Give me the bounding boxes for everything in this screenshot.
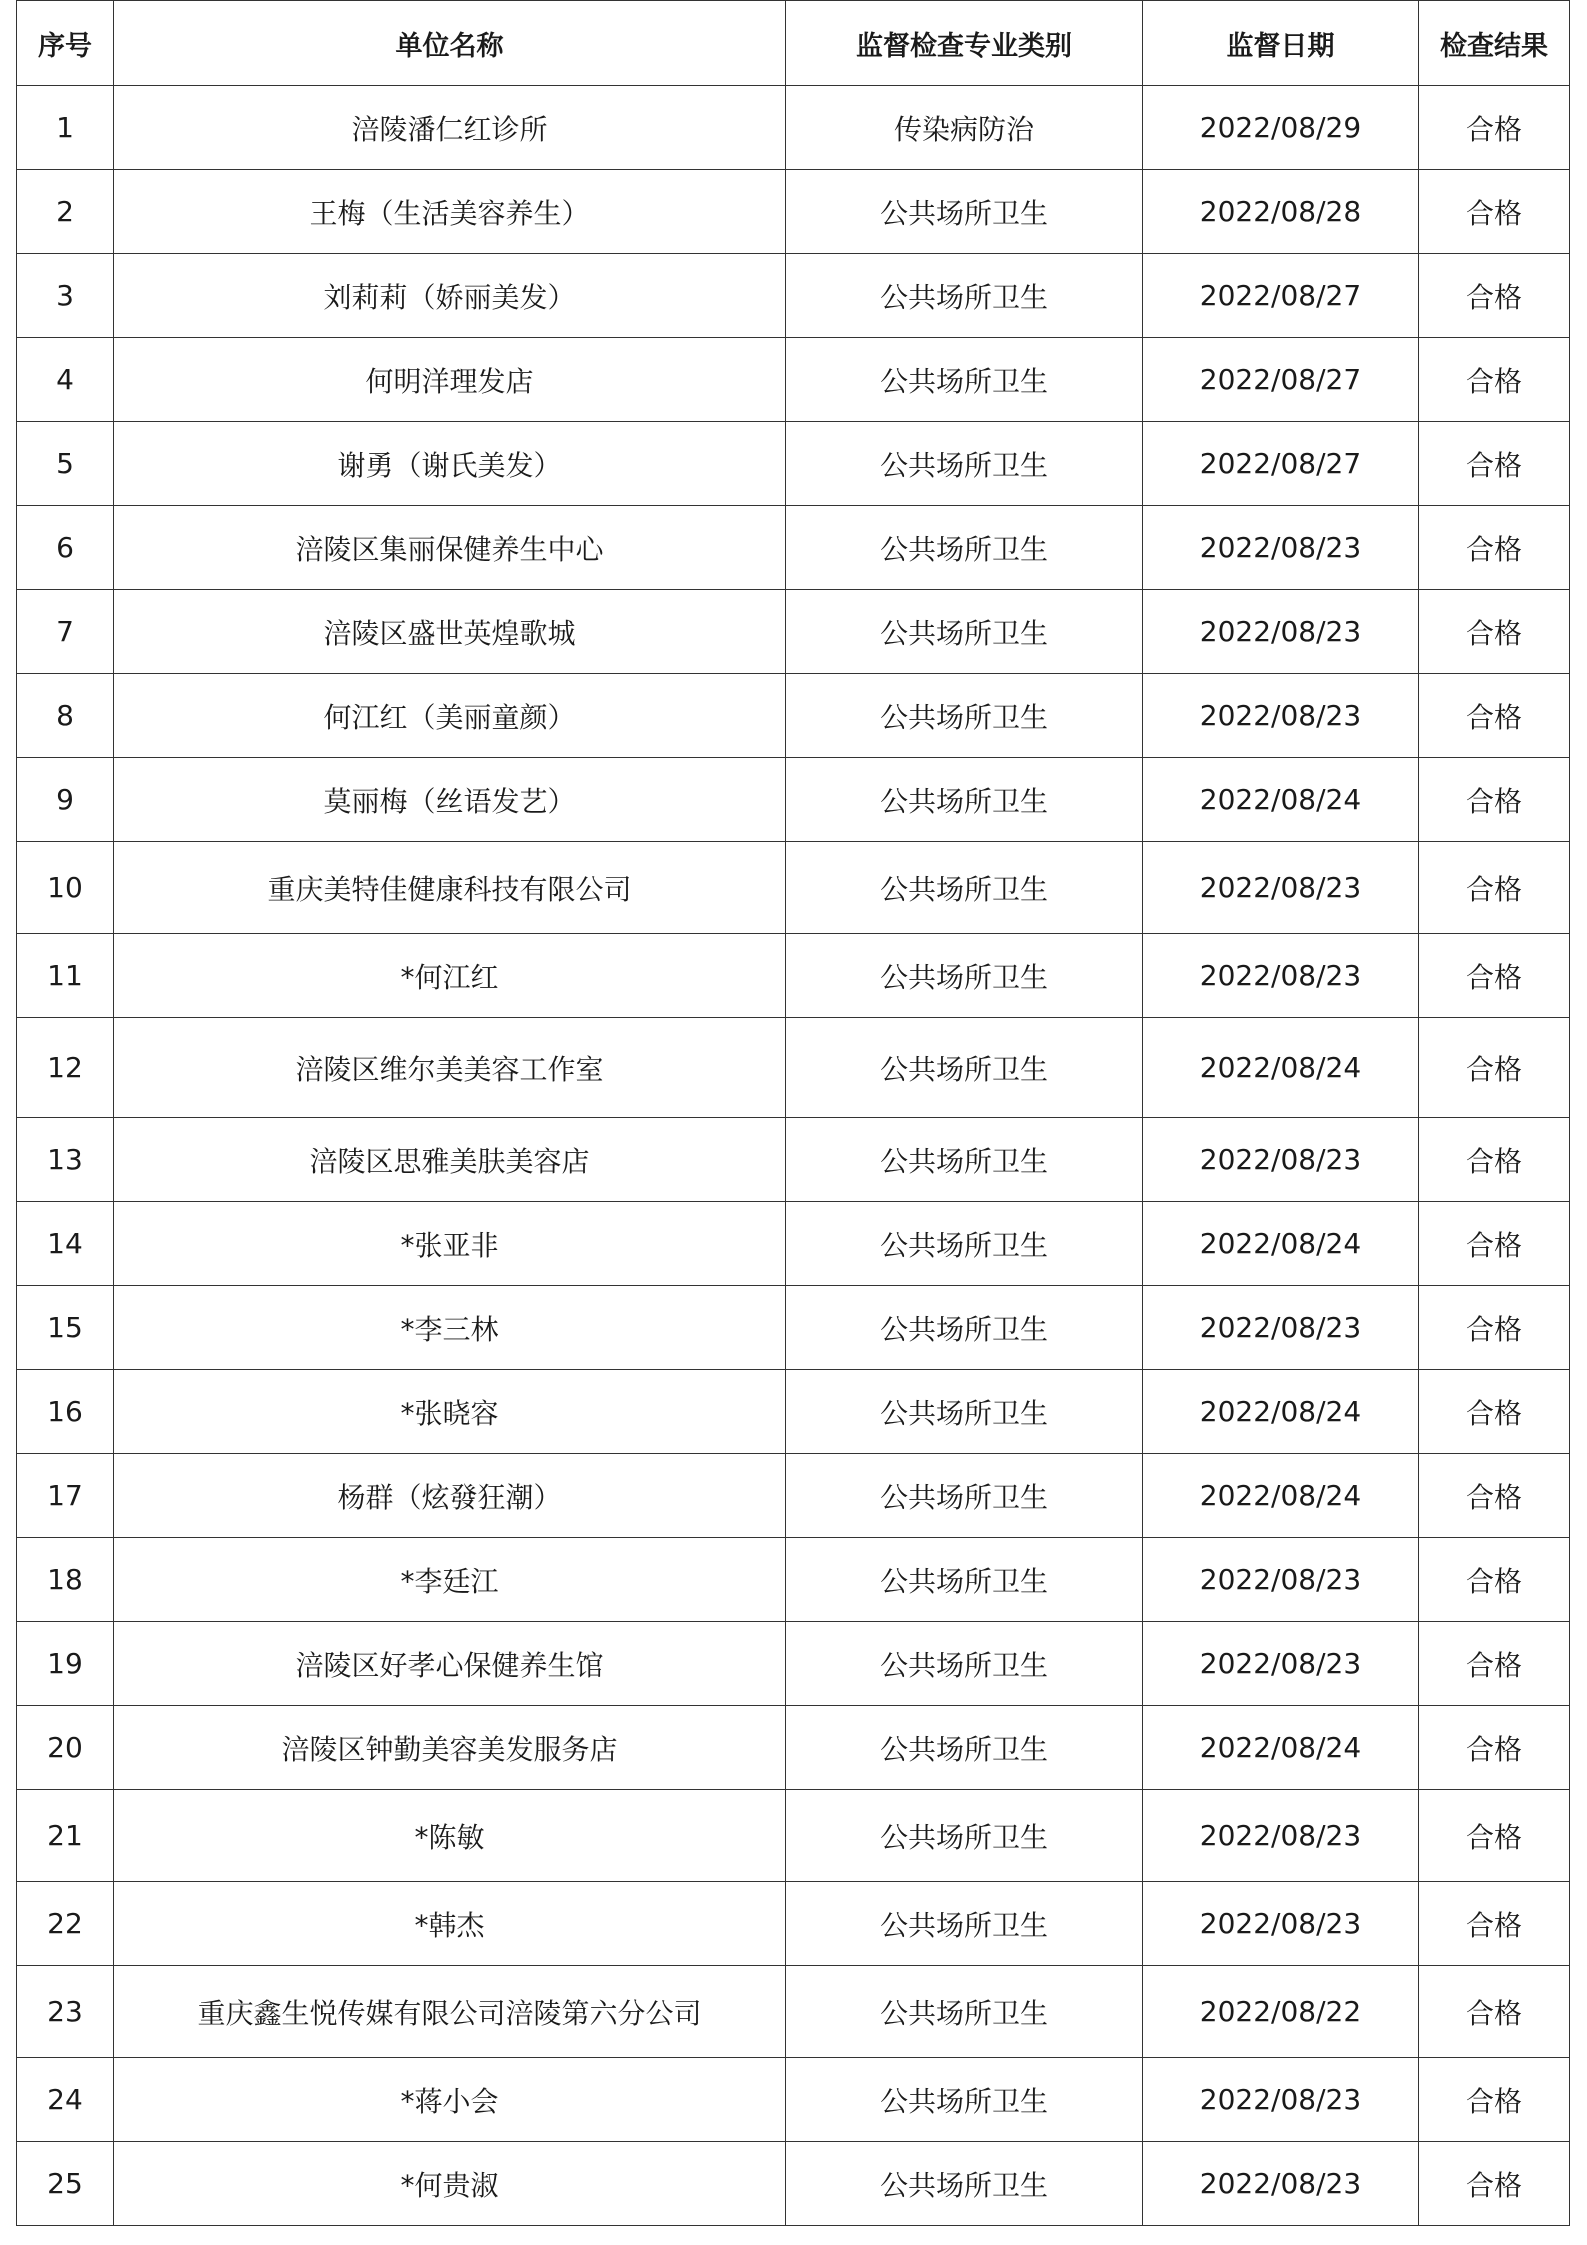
cell-seq: 18 bbox=[17, 1538, 114, 1622]
cell-unit-name: 杨群（炫發狂潮） bbox=[114, 1454, 786, 1538]
cell-seq: 5 bbox=[17, 422, 114, 506]
header-row bbox=[17, 1, 1570, 86]
cell-result: 合格 bbox=[1419, 1622, 1570, 1706]
cell-seq: 19 bbox=[17, 1622, 114, 1706]
cell-unit-name: 涪陵区维尔美美容工作室 bbox=[114, 1018, 786, 1118]
cell-result: 合格 bbox=[1419, 1202, 1570, 1286]
table-row bbox=[17, 2142, 1570, 2226]
cell-date: 2022/08/29 bbox=[1143, 86, 1419, 170]
cell-result: 合格 bbox=[1419, 1018, 1570, 1118]
cell-category: 公共场所卫生 bbox=[786, 1286, 1143, 1370]
cell-category: 公共场所卫生 bbox=[786, 1370, 1143, 1454]
cell-seq: 1 bbox=[17, 86, 114, 170]
cell-seq: 4 bbox=[17, 338, 114, 422]
cell-unit-name: *张亚非 bbox=[114, 1202, 786, 1286]
cell-category: 公共场所卫生 bbox=[786, 506, 1143, 590]
table-row bbox=[17, 590, 1570, 674]
table-row bbox=[17, 758, 1570, 842]
cell-category: 公共场所卫生 bbox=[786, 1790, 1143, 1882]
cell-unit-name: *陈敏 bbox=[114, 1790, 786, 1882]
cell-date: 2022/08/24 bbox=[1143, 1454, 1419, 1538]
cell-result: 合格 bbox=[1419, 842, 1570, 934]
cell-seq: 14 bbox=[17, 1202, 114, 1286]
cell-seq: 20 bbox=[17, 1706, 114, 1790]
cell-category: 公共场所卫生 bbox=[786, 1018, 1143, 1118]
cell-category: 公共场所卫生 bbox=[786, 170, 1143, 254]
cell-result: 合格 bbox=[1419, 1454, 1570, 1538]
cell-unit-name: 涪陵区思雅美肤美容店 bbox=[114, 1118, 786, 1202]
table-row bbox=[17, 934, 1570, 1018]
cell-result: 合格 bbox=[1419, 254, 1570, 338]
cell-category: 公共场所卫生 bbox=[786, 1882, 1143, 1966]
cell-seq: 22 bbox=[17, 1882, 114, 1966]
cell-date: 2022/08/23 bbox=[1143, 506, 1419, 590]
cell-unit-name: 涪陵区钟勤美容美发服务店 bbox=[114, 1706, 786, 1790]
cell-date: 2022/08/23 bbox=[1143, 2142, 1419, 2226]
table-row bbox=[17, 1966, 1570, 2058]
cell-date: 2022/08/22 bbox=[1143, 1966, 1419, 2058]
header-category: 监督检查专业类别 bbox=[786, 1, 1143, 86]
cell-date: 2022/08/27 bbox=[1143, 254, 1419, 338]
cell-seq: 21 bbox=[17, 1790, 114, 1882]
cell-category: 公共场所卫生 bbox=[786, 934, 1143, 1018]
cell-seq: 11 bbox=[17, 934, 114, 1018]
cell-category: 公共场所卫生 bbox=[786, 590, 1143, 674]
cell-category: 公共场所卫生 bbox=[786, 842, 1143, 934]
cell-unit-name: 涪陵区集丽保健养生中心 bbox=[114, 506, 786, 590]
cell-result: 合格 bbox=[1419, 1538, 1570, 1622]
cell-date: 2022/08/23 bbox=[1143, 1622, 1419, 1706]
cell-category: 公共场所卫生 bbox=[786, 1538, 1143, 1622]
table-row bbox=[17, 422, 1570, 506]
cell-date: 2022/08/23 bbox=[1143, 2058, 1419, 2142]
cell-unit-name: *李廷江 bbox=[114, 1538, 786, 1622]
cell-seq: 2 bbox=[17, 170, 114, 254]
table-row bbox=[17, 2058, 1570, 2142]
table-row bbox=[17, 1706, 1570, 1790]
cell-seq: 13 bbox=[17, 1118, 114, 1202]
header-date: 监督日期 bbox=[1143, 1, 1419, 86]
cell-category: 公共场所卫生 bbox=[786, 254, 1143, 338]
cell-unit-name: 刘莉莉（娇丽美发） bbox=[114, 254, 786, 338]
cell-category: 公共场所卫生 bbox=[786, 758, 1143, 842]
cell-unit-name: *何江红 bbox=[114, 934, 786, 1018]
cell-seq: 10 bbox=[17, 842, 114, 934]
cell-result: 合格 bbox=[1419, 1882, 1570, 1966]
cell-seq: 7 bbox=[17, 590, 114, 674]
cell-unit-name: 涪陵潘仁红诊所 bbox=[114, 86, 786, 170]
cell-result: 合格 bbox=[1419, 1286, 1570, 1370]
cell-category: 公共场所卫生 bbox=[786, 1202, 1143, 1286]
cell-unit-name: *张晓容 bbox=[114, 1370, 786, 1454]
table-row bbox=[17, 338, 1570, 422]
cell-unit-name: 重庆美特佳健康科技有限公司 bbox=[114, 842, 786, 934]
cell-seq: 24 bbox=[17, 2058, 114, 2142]
table-row bbox=[17, 1118, 1570, 1202]
cell-category: 传染病防治 bbox=[786, 86, 1143, 170]
cell-category: 公共场所卫生 bbox=[786, 1706, 1143, 1790]
cell-date: 2022/08/27 bbox=[1143, 338, 1419, 422]
cell-result: 合格 bbox=[1419, 1966, 1570, 2058]
cell-date: 2022/08/23 bbox=[1143, 1790, 1419, 1882]
cell-seq: 3 bbox=[17, 254, 114, 338]
cell-date: 2022/08/24 bbox=[1143, 1202, 1419, 1286]
table-row bbox=[17, 1790, 1570, 1882]
cell-result: 合格 bbox=[1419, 934, 1570, 1018]
cell-unit-name: 重庆鑫生悦传媒有限公司涪陵第六分公司 bbox=[114, 1966, 786, 2058]
table-body bbox=[17, 86, 1570, 2226]
table-row bbox=[17, 842, 1570, 934]
header-result: 检查结果 bbox=[1419, 1, 1570, 86]
cell-unit-name: *李三林 bbox=[114, 1286, 786, 1370]
cell-category: 公共场所卫生 bbox=[786, 1966, 1143, 2058]
cell-seq: 23 bbox=[17, 1966, 114, 2058]
table-row bbox=[17, 1370, 1570, 1454]
cell-seq: 16 bbox=[17, 1370, 114, 1454]
cell-category: 公共场所卫生 bbox=[786, 1118, 1143, 1202]
cell-result: 合格 bbox=[1419, 1118, 1570, 1202]
cell-unit-name: 涪陵区盛世英煌歌城 bbox=[114, 590, 786, 674]
cell-unit-name: 王梅（生活美容养生） bbox=[114, 170, 786, 254]
inspection-results-table bbox=[16, 0, 1570, 2226]
cell-date: 2022/08/24 bbox=[1143, 758, 1419, 842]
table-row bbox=[17, 1018, 1570, 1118]
cell-result: 合格 bbox=[1419, 758, 1570, 842]
cell-result: 合格 bbox=[1419, 1370, 1570, 1454]
cell-result: 合格 bbox=[1419, 674, 1570, 758]
cell-unit-name: 何明洋理发店 bbox=[114, 338, 786, 422]
cell-unit-name: 涪陵区好孝心保健养生馆 bbox=[114, 1622, 786, 1706]
table-row bbox=[17, 1882, 1570, 1966]
cell-seq: 8 bbox=[17, 674, 114, 758]
table-row bbox=[17, 1202, 1570, 1286]
cell-category: 公共场所卫生 bbox=[786, 674, 1143, 758]
table-row bbox=[17, 1286, 1570, 1370]
cell-date: 2022/08/24 bbox=[1143, 1370, 1419, 1454]
cell-date: 2022/08/27 bbox=[1143, 422, 1419, 506]
cell-date: 2022/08/23 bbox=[1143, 1286, 1419, 1370]
header-seq: 序号 bbox=[17, 1, 114, 86]
cell-seq: 15 bbox=[17, 1286, 114, 1370]
cell-unit-name: 何江红（美丽童颜） bbox=[114, 674, 786, 758]
cell-unit-name: *韩杰 bbox=[114, 1882, 786, 1966]
cell-date: 2022/08/24 bbox=[1143, 1018, 1419, 1118]
cell-category: 公共场所卫生 bbox=[786, 422, 1143, 506]
header-unit-name: 单位名称 bbox=[114, 1, 786, 86]
cell-category: 公共场所卫生 bbox=[786, 2058, 1143, 2142]
cell-result: 合格 bbox=[1419, 170, 1570, 254]
table-row bbox=[17, 506, 1570, 590]
cell-date: 2022/08/24 bbox=[1143, 1706, 1419, 1790]
cell-category: 公共场所卫生 bbox=[786, 1454, 1143, 1538]
cell-date: 2022/08/23 bbox=[1143, 1538, 1419, 1622]
cell-date: 2022/08/23 bbox=[1143, 842, 1419, 934]
cell-unit-name: *何贵淑 bbox=[114, 2142, 786, 2226]
cell-result: 合格 bbox=[1419, 338, 1570, 422]
table-row bbox=[17, 170, 1570, 254]
cell-category: 公共场所卫生 bbox=[786, 2142, 1143, 2226]
cell-unit-name: *蒋小会 bbox=[114, 2058, 786, 2142]
table-row bbox=[17, 1622, 1570, 1706]
cell-result: 合格 bbox=[1419, 1706, 1570, 1790]
cell-date: 2022/08/23 bbox=[1143, 590, 1419, 674]
cell-seq: 25 bbox=[17, 2142, 114, 2226]
cell-seq: 9 bbox=[17, 758, 114, 842]
cell-date: 2022/08/28 bbox=[1143, 170, 1419, 254]
cell-result: 合格 bbox=[1419, 422, 1570, 506]
cell-category: 公共场所卫生 bbox=[786, 338, 1143, 422]
cell-seq: 12 bbox=[17, 1018, 114, 1118]
cell-date: 2022/08/23 bbox=[1143, 934, 1419, 1018]
cell-date: 2022/08/23 bbox=[1143, 1118, 1419, 1202]
cell-date: 2022/08/23 bbox=[1143, 1882, 1419, 1966]
cell-unit-name: 莫丽梅（丝语发艺） bbox=[114, 758, 786, 842]
cell-result: 合格 bbox=[1419, 590, 1570, 674]
table-row bbox=[17, 254, 1570, 338]
table-row bbox=[17, 674, 1570, 758]
cell-seq: 17 bbox=[17, 1454, 114, 1538]
table-row bbox=[17, 86, 1570, 170]
cell-result: 合格 bbox=[1419, 506, 1570, 590]
cell-seq: 6 bbox=[17, 506, 114, 590]
table-row bbox=[17, 1538, 1570, 1622]
cell-date: 2022/08/23 bbox=[1143, 674, 1419, 758]
cell-unit-name: 谢勇（谢氏美发） bbox=[114, 422, 786, 506]
cell-result: 合格 bbox=[1419, 2142, 1570, 2226]
cell-result: 合格 bbox=[1419, 86, 1570, 170]
cell-result: 合格 bbox=[1419, 2058, 1570, 2142]
cell-result: 合格 bbox=[1419, 1790, 1570, 1882]
cell-category: 公共场所卫生 bbox=[786, 1622, 1143, 1706]
table-row bbox=[17, 1454, 1570, 1538]
